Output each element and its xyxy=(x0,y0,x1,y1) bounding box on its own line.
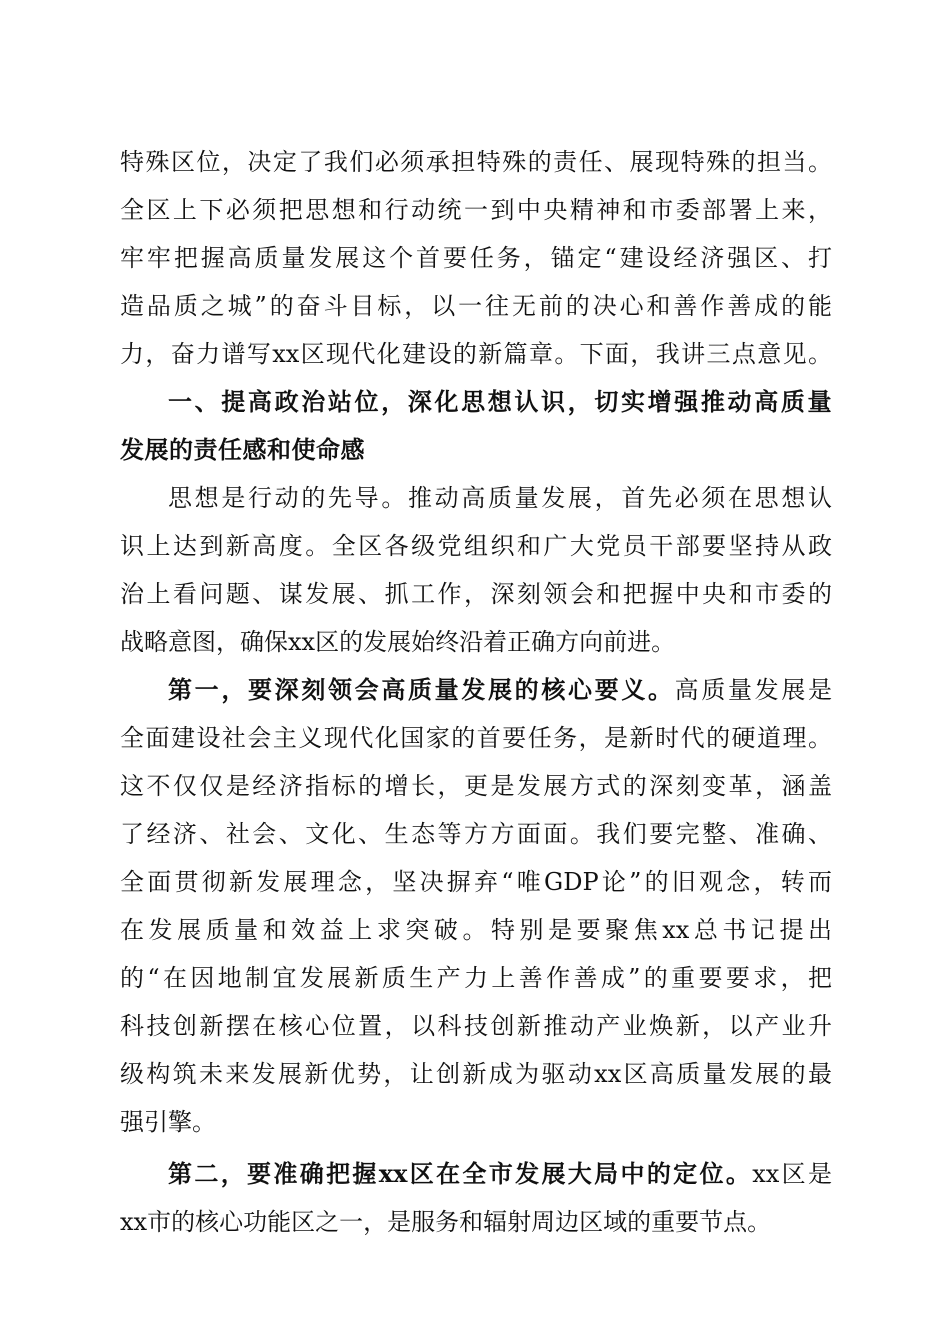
point-heading: 第一，要深刻领会高质量发展的核心要义。 xyxy=(168,675,675,704)
document-body xyxy=(120,138,832,1246)
text-line: 这不仅仅是经济指标的增长，更是发展方式的深刻变革，涵盖 xyxy=(120,772,832,800)
text-line: 特殊区位，决定了我们必须承担特殊的责任、展现特殊的担当。 xyxy=(120,148,832,176)
text-line: 全面贯彻新发展理念，坚决摒弃“唯GDP论”的旧观念，转而 xyxy=(120,868,832,896)
text-line: 的“在因地制宜发展新质生产力上善作善成”的重要要求，把 xyxy=(120,964,832,992)
text-line: 治上看问题、谋发展、抓工作，深刻领会和把握中央和市委的 xyxy=(120,580,832,608)
text-line: 了经济、社会、文化、生态等方方面面。我们要完整、准确、 xyxy=(120,820,832,848)
text-line: 力，奋力谱写xx区现代化建设的新篇章。下面，我讲三点意见。 xyxy=(120,340,832,368)
text-line: 战略意图，确保xx区的发展始终沿着正确方向前进。 xyxy=(120,628,676,656)
section-heading-continued: 发展的责任感和使命感 xyxy=(120,436,365,464)
point-text: 高质量发展是 xyxy=(674,676,833,704)
point-text: xx区是 xyxy=(752,1160,832,1188)
text-line: xx市的核心功能区之一，是服务和辐射周边区域的重要节点。 xyxy=(120,1208,772,1236)
text-line: 造品质之城”的奋斗目标，以一往无前的决心和善作善成的能 xyxy=(120,292,832,320)
text-line: 级构筑未来发展新优势，让创新成为驱动xx区高质量发展的最 xyxy=(120,1060,832,1088)
text-line: 强引擎。 xyxy=(120,1108,216,1136)
text-line: 全面建设社会主义现代化国家的首要任务，是新时代的硬道理。 xyxy=(120,724,832,752)
text-line: 科技创新摆在核心位置，以科技创新推动产业焕新，以产业升 xyxy=(120,1012,832,1040)
section-heading: 一、提高政治站位，深化思想认识，切实增强推动高质量 xyxy=(168,388,832,416)
text-line: 牢牢把握高质量发展这个首要任务，锚定“建设经济强区、打 xyxy=(120,244,832,272)
paragraph-first-line xyxy=(120,666,832,714)
paragraph-first-line xyxy=(120,1150,832,1198)
text-line: 全区上下必须把思想和行动统一到中央精神和市委部署上来， xyxy=(120,196,832,224)
text-line: 识上达到新高度。全区各级党组织和广大党员干部要坚持从政 xyxy=(120,532,832,560)
paragraph-first-line: 思想是行动的先导。推动高质量发展，首先必须在思想认 xyxy=(168,484,832,512)
point-heading: 第二，要准确把握xx区在全市发展大局中的定位。 xyxy=(168,1159,753,1188)
text-line: 在发展质量和效益上求突破。特别是要聚焦xx总书记提出 xyxy=(120,916,832,944)
